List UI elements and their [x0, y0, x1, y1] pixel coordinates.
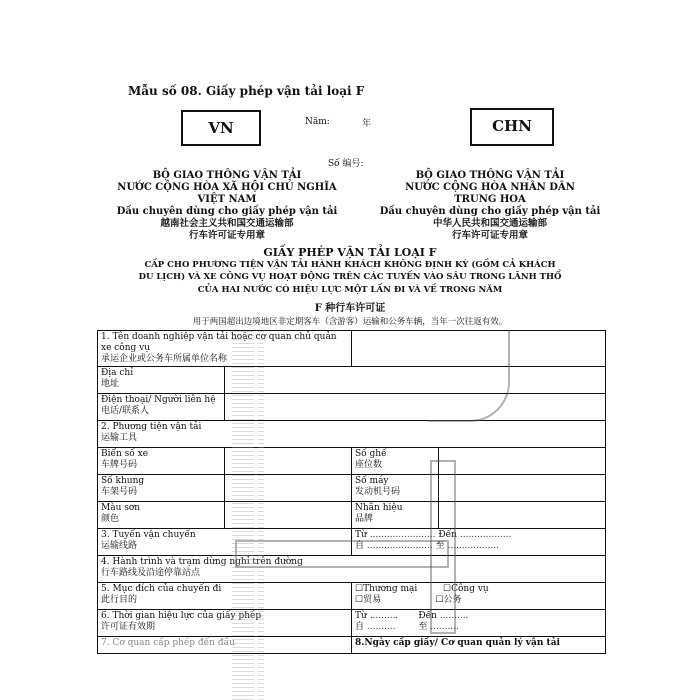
- to-label-cn: 至: [435, 541, 445, 551]
- form-cell: [98, 475, 225, 502]
- scan-noise: [258, 330, 264, 700]
- form-cell: [98, 610, 352, 637]
- permit-subtitle-2: DU LỊCH) VÀ XE CÔNG VỤ HOẠT ĐỘNG TRÊN CÁC TUYẾN VÀO SÂU TRONG LÃNH THỔ: [138, 272, 562, 282]
- form-cell: [98, 637, 352, 654]
- form-cell: [352, 475, 439, 502]
- permit-heading: GIẤY PHÉP VẬN TẢI LOẠI F: [263, 246, 437, 259]
- field-label-cn: 车架号码: [101, 487, 138, 497]
- route-cell: Từ ....................... Đến .................. 自 ....................... 至 ..................: [352, 529, 606, 556]
- cn-authority-line: BỘ GIAO THÔNG VẬN TẢI: [415, 170, 565, 181]
- field-label-cn: 运输工具: [101, 433, 138, 443]
- to-label-cn: 至: [418, 622, 428, 632]
- form-cell: [98, 331, 352, 367]
- from-label: Từ: [355, 530, 367, 540]
- form-cell: [352, 502, 439, 529]
- country-box-vn: VN: [181, 110, 261, 146]
- field-label: Biển số xe: [101, 449, 149, 459]
- field-label-cn: 地址: [101, 379, 120, 389]
- field-label: 7. Cơ quan cấp phép đến đầu: [101, 638, 235, 648]
- cn-authority-line: TRUNG HOA: [454, 194, 526, 205]
- watermark-shape: [235, 540, 449, 568]
- cn-authority-line: 行车许可证专用章: [451, 230, 528, 241]
- cn-authority-line: 中华人民共和国交通运输部: [432, 218, 547, 229]
- number-label: Số 编号:: [328, 159, 364, 169]
- permit-cn-description: 用于两国超出边境地区非定期客车（含游客）运输和公务车辆，当年一次往返有效。: [192, 317, 508, 327]
- field-label-cn: 颜色: [101, 514, 120, 524]
- form-cell: [98, 448, 225, 475]
- form-cell: [352, 637, 606, 654]
- checkbox-commercial[interactable]: ☐Thương mại: [355, 584, 418, 594]
- field-label-cn: 车牌号码: [101, 460, 138, 470]
- from-label: Từ: [355, 611, 367, 621]
- field-label-cn: 行车路线及沿途停靠站点: [101, 568, 201, 578]
- field-label-cn: 许可证有效期: [101, 622, 156, 632]
- from-label-cn: 自: [355, 622, 365, 632]
- vn-authority-line: 行车许可证专用章: [188, 230, 265, 241]
- form-value-cell: [225, 367, 606, 394]
- form-cell: [98, 421, 606, 448]
- form-cell: [98, 502, 225, 529]
- checkbox-official-cn: ☐公务: [435, 595, 462, 605]
- field-label-cn: 发动机号码: [355, 487, 401, 497]
- form-cell: [98, 367, 225, 394]
- field-label-cn: 座位数: [355, 460, 383, 470]
- field-label: Nhãn hiệu: [355, 503, 403, 513]
- vn-authority-line: 越南社会主义共和国交通运输部: [160, 218, 294, 229]
- field-label-cn: 承运企业或公务车所属单位名称: [101, 354, 228, 364]
- form-value-cell: [439, 448, 606, 475]
- cn-authority-line: Dấu chuyên dùng cho giấy phép vận tải: [379, 206, 601, 217]
- form-cell: [98, 583, 352, 610]
- field-label: Điện thoại/ Người liên hệ: [101, 395, 216, 405]
- field-label: 4. Hành trình và trạm dừng nghỉ trên đường: [101, 557, 303, 567]
- country-box-chn: CHN: [470, 108, 554, 146]
- field-label: Số ghế: [355, 449, 387, 459]
- year-mark: 年: [362, 119, 372, 129]
- form-title: Mẫu số 08. Giấy phép vận tải loại F: [128, 84, 365, 98]
- vn-authority-line: NƯỚC CỘNG HÒA XÃ HỘI CHỦ NGHĨA: [117, 182, 337, 193]
- field-label: 3. Tuyến vận chuyển: [101, 530, 196, 540]
- field-label: Màu sơn: [101, 503, 141, 513]
- purpose-cell: [352, 583, 606, 610]
- cn-authority-line: NƯỚC CỘNG HÒA NHÂN DÂN: [405, 182, 575, 193]
- checkbox-official[interactable]: ☐Công vụ: [443, 584, 489, 594]
- field-label: 8.Ngày cấp giấy/ Cơ quan quản lý vận tải: [355, 638, 560, 648]
- to-label: Đến: [418, 611, 437, 621]
- field-label: 2. Phương tiện vận tải: [101, 422, 202, 432]
- to-label: Đến: [438, 530, 457, 540]
- field-label-cn: 品牌: [355, 514, 374, 524]
- field-label: 6. Thời gian hiệu lực của giấy phép: [101, 611, 262, 621]
- form-value-cell: [439, 475, 606, 502]
- vn-authority-block: [92, 170, 362, 242]
- vn-authority-line: Dấu chuyên dùng cho giấy phép vận tải: [116, 206, 338, 217]
- field-label: 1. Tên doanh nghiệp vận tải hoặc cơ quan chủ quản xe công vụ: [101, 332, 337, 353]
- form-value-cell: [439, 502, 606, 529]
- permit-form-table: [97, 330, 606, 654]
- form-cell: [352, 448, 439, 475]
- field-label-cn: 运输线路: [101, 541, 138, 551]
- permit-subtitle-3: CỦA HAI NƯỚC CÓ HIỆU LỰC MỘT LẦN ĐI VÀ VỀ TRONG NĂM: [197, 285, 503, 295]
- field-label: Số máy: [355, 476, 389, 486]
- field-label: 5. Mục đích của chuyến đi: [101, 584, 222, 594]
- watermark-shape: [428, 330, 510, 422]
- field-label: Số khung: [101, 476, 145, 486]
- field-label-cn: 此行目的: [101, 595, 138, 605]
- checkbox-commercial-cn: ☐贸易: [355, 595, 382, 605]
- form-cell: [98, 394, 225, 421]
- field-label-cn: 电话/联系人: [101, 406, 150, 416]
- permit-cn-title: F 种行车许可证: [314, 303, 386, 314]
- cn-authority-block: [360, 170, 620, 242]
- scan-noise: [232, 330, 254, 700]
- field-label: Địa chỉ: [101, 368, 134, 378]
- from-label-cn: 自: [355, 541, 365, 551]
- year-label: Năm:: [305, 117, 330, 127]
- vn-authority-line: VIỆT NAM: [197, 194, 257, 205]
- form-value-cell: [225, 394, 606, 421]
- validity-cell: Từ .......... Đến .......... 自 .......... 至 ..........: [352, 610, 606, 637]
- permit-subtitle-1: CẤP CHO PHƯƠNG TIỆN VẬN TẢI HÀNH KHÁCH KHÔNG ĐỊNH KỲ (GỒM CẢ KHÁCH: [144, 260, 556, 270]
- vn-authority-line: BỘ GIAO THÔNG VẬN TẢI: [152, 170, 302, 181]
